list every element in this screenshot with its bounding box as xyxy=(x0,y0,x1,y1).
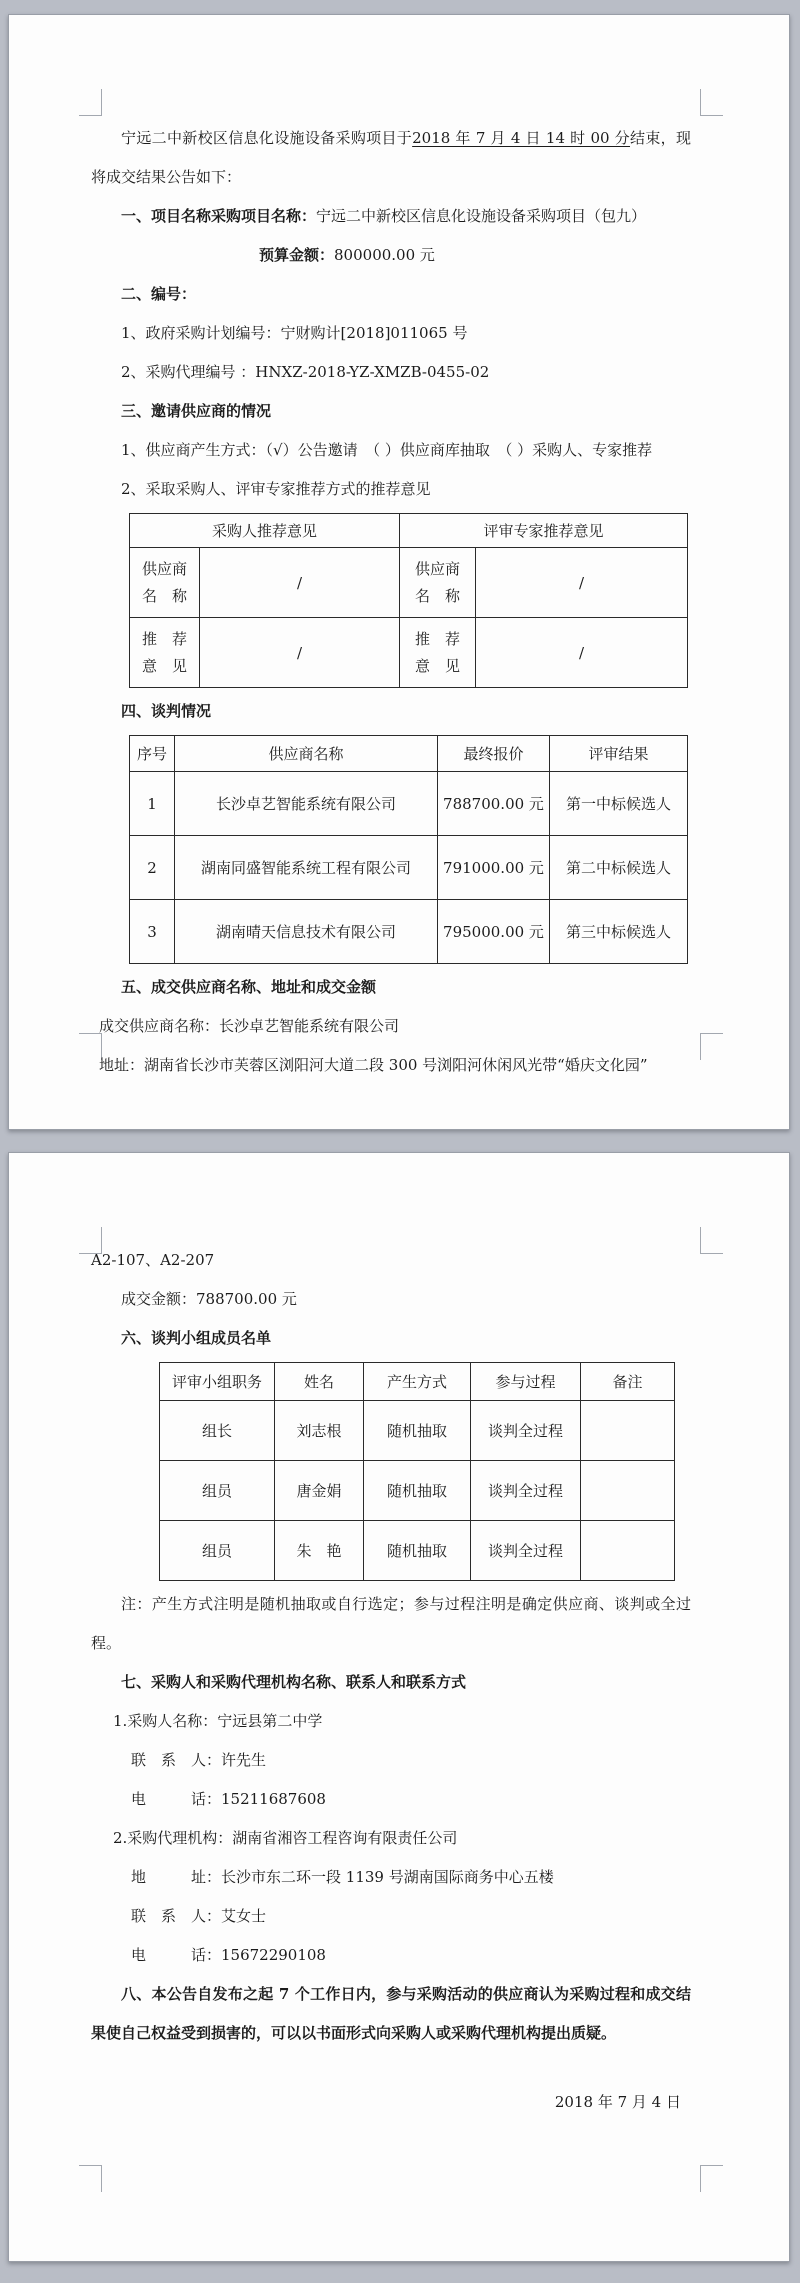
col-header-role: 评审小组职务 xyxy=(160,1363,275,1401)
recommendation-label-cell xyxy=(130,618,200,688)
method-cell: 随机抽取 xyxy=(364,1461,471,1521)
col-header-result: 评审结果 xyxy=(550,736,688,772)
role-cell: 组员 xyxy=(160,1461,275,1521)
recommendation-table xyxy=(129,513,688,688)
label-line: 供应商 xyxy=(415,559,461,578)
table-header-row xyxy=(130,514,688,548)
agent-contact-line: 联 系 人：艾女士 xyxy=(131,1907,267,1925)
table-row xyxy=(160,1401,675,1461)
section-5-heading: 五、成交供应商名称、地址和成交金额 xyxy=(121,978,377,996)
remark-cell xyxy=(581,1401,675,1461)
panel-member-table xyxy=(159,1362,675,1581)
role-cell: 组长 xyxy=(160,1401,275,1461)
recommendation-intro-line: 2、采取采购人、评审专家推荐方式的推荐意见 xyxy=(121,480,431,498)
recommendation-label-cell xyxy=(400,618,476,688)
agent-phone-line: 电 话：15672290108 xyxy=(131,1946,326,1964)
table-row xyxy=(160,1521,675,1581)
col-header-supplier: 供应商名称 xyxy=(175,736,438,772)
intro-text-pre: 宁远二中新校区信息化设施设备采购项目于 xyxy=(121,129,413,147)
col-header-participation: 参与过程 xyxy=(471,1363,581,1401)
section-6-heading: 六、谈判小组成员名单 xyxy=(121,1329,272,1347)
supplier-address-line: 地址：湖南省长沙市芙蓉区浏阳河大道二段 300 号浏阳河休闲风光带“婚庆文化园” xyxy=(99,1056,648,1074)
agent-name-line: 2.采购代理机构：湖南省湘咨工程咨询有限责任公司 xyxy=(113,1829,458,1847)
table-row xyxy=(160,1461,675,1521)
table-header-row xyxy=(160,1363,675,1401)
buyer-recommendation-header: 采购人推荐意见 xyxy=(130,514,400,548)
negotiation-table xyxy=(129,735,688,964)
supplier-name-label-cell xyxy=(400,548,476,618)
crop-mark-top-right xyxy=(700,1227,723,1254)
buyer-contact-line: 联 系 人：许先生 xyxy=(131,1751,267,1769)
winning-supplier-line: 成交供应商名称：长沙卓艺智能系统有限公司 xyxy=(99,1017,400,1035)
section-4-heading: 四、谈判情况 xyxy=(121,702,212,720)
result-cell: 第三中标候选人 xyxy=(550,900,688,964)
method-cell: 随机抽取 xyxy=(364,1521,471,1581)
crop-mark-top-left xyxy=(79,89,102,116)
label-line: 名 称 xyxy=(141,586,187,605)
expert-recommendation-value-cell: / xyxy=(476,618,688,688)
buyer-phone-line: 电 话：15211687608 xyxy=(131,1790,326,1808)
result-cell: 第二中标候选人 xyxy=(550,836,688,900)
crop-mark-bottom-right xyxy=(700,2165,723,2192)
col-header-method: 产生方式 xyxy=(364,1363,471,1401)
table-row xyxy=(130,618,688,688)
col-header-remark: 备注 xyxy=(581,1363,675,1401)
section-2-heading: 二、编号： xyxy=(121,285,197,303)
expert-recommendation-header: 评审专家推荐意见 xyxy=(400,514,688,548)
page-2-content xyxy=(91,1241,691,2122)
budget-label: 预算金额： xyxy=(259,246,335,264)
section-8-paragraph: 八、本公告自发布之起 7 个工作日内，参与采购活动的供应商认为采购过程和成交结果使自己权益受到损害的，可以以书面形式向采购人或采购代理机构提出质疑。 xyxy=(91,1985,691,2042)
supplier-cell: 湖南同盛智能系统工程有限公司 xyxy=(175,836,438,900)
table-row xyxy=(130,900,688,964)
label-line: 供应商 xyxy=(141,559,187,578)
buyer-recommendation-value-cell: / xyxy=(200,618,400,688)
name-cell: 刘志根 xyxy=(275,1401,364,1461)
supplier-name-label-cell xyxy=(130,548,200,618)
label-line: 推 荐 xyxy=(141,629,187,648)
name-cell: 唐金娟 xyxy=(275,1461,364,1521)
section-7-heading: 七、采购人和采购代理机构名称、联系人和联系方式 xyxy=(121,1673,467,1691)
buyer-name-line: 1.采购人名称：宁远县第二中学 xyxy=(113,1712,323,1730)
label-line: 意 见 xyxy=(141,656,187,675)
name-cell: 朱 艳 xyxy=(275,1521,364,1581)
index-cell: 2 xyxy=(130,836,175,900)
index-cell: 1 xyxy=(130,772,175,836)
remark-cell xyxy=(581,1521,675,1581)
participation-cell: 谈判全过程 xyxy=(471,1401,581,1461)
note-paragraph: 注：产生方式注明是随机抽取或自行选定；参与过程注明是确定供应商、谈判或全过程。 xyxy=(91,1595,691,1652)
address-continuation-line: A2-107、A2-207 xyxy=(91,1251,215,1269)
label-line: 推 荐 xyxy=(415,629,461,648)
agency-number-line: 2、采购代理编号 ：HNXZ-2018-YZ-XMZB-0455-02 xyxy=(121,363,490,381)
intro-paragraph xyxy=(91,119,691,197)
supplier-cell: 长沙卓艺智能系统有限公司 xyxy=(175,772,438,836)
label-line: 意 见 xyxy=(415,656,461,675)
col-header-index: 序号 xyxy=(130,736,175,772)
intro-text-post: 结束，现将成交结果公告如下： xyxy=(91,129,691,186)
table-row xyxy=(130,548,688,618)
plan-number-line: 1、政府采购计划编号：宁财购计[2018]011065 号 xyxy=(121,324,468,342)
crop-mark-bottom-right xyxy=(700,1033,723,1060)
price-cell: 795000.00 元 xyxy=(438,900,550,964)
crop-mark-top-right xyxy=(700,89,723,116)
document-page-1 xyxy=(8,14,790,1130)
method-cell: 随机抽取 xyxy=(364,1401,471,1461)
expert-supplier-value-cell: / xyxy=(476,548,688,618)
supplier-source-line: 1、供应商产生方式：（√）公告邀请 （ ）供应商库抽取 （ ）采购人、专家推荐 xyxy=(121,441,653,459)
result-cell: 第一中标候选人 xyxy=(550,772,688,836)
agent-address-line: 地 址：长沙市东二环一段 1139 号湖南国际商务中心五楼 xyxy=(131,1868,554,1886)
close-datetime-underlined: 2018 年 7 月 4 日 14 时 00 分 xyxy=(412,129,631,147)
table-header-row xyxy=(130,736,688,772)
document-page-2 xyxy=(8,1152,790,2262)
col-header-price: 最终报价 xyxy=(438,736,550,772)
section-1-heading xyxy=(91,197,691,236)
deal-amount-line: 成交金额：788700.00 元 xyxy=(121,1290,297,1308)
col-header-name: 姓名 xyxy=(275,1363,364,1401)
participation-cell: 谈判全过程 xyxy=(471,1521,581,1581)
budget-line xyxy=(91,236,691,275)
participation-cell: 谈判全过程 xyxy=(471,1461,581,1521)
crop-mark-bottom-left xyxy=(79,2165,102,2192)
table-row xyxy=(130,836,688,900)
role-cell: 组员 xyxy=(160,1521,275,1581)
budget-value: 800000.00 元 xyxy=(334,246,435,264)
announcement-date: 2018 年 7 月 4 日 xyxy=(554,2093,681,2111)
section-1-value: 宁远二中新校区信息化设施设备采购项目（包九） xyxy=(316,207,647,225)
page-1-content xyxy=(91,119,691,1085)
price-cell: 791000.00 元 xyxy=(438,836,550,900)
price-cell: 788700.00 元 xyxy=(438,772,550,836)
section-3-heading: 三、邀请供应商的情况 xyxy=(121,402,272,420)
index-cell: 3 xyxy=(130,900,175,964)
remark-cell xyxy=(581,1461,675,1521)
table-row xyxy=(130,772,688,836)
section-1-label: 一、项目名称采购项目名称： xyxy=(121,207,317,225)
buyer-supplier-value-cell: / xyxy=(200,548,400,618)
supplier-cell: 湖南晴天信息技术有限公司 xyxy=(175,900,438,964)
label-line: 名 称 xyxy=(415,586,461,605)
